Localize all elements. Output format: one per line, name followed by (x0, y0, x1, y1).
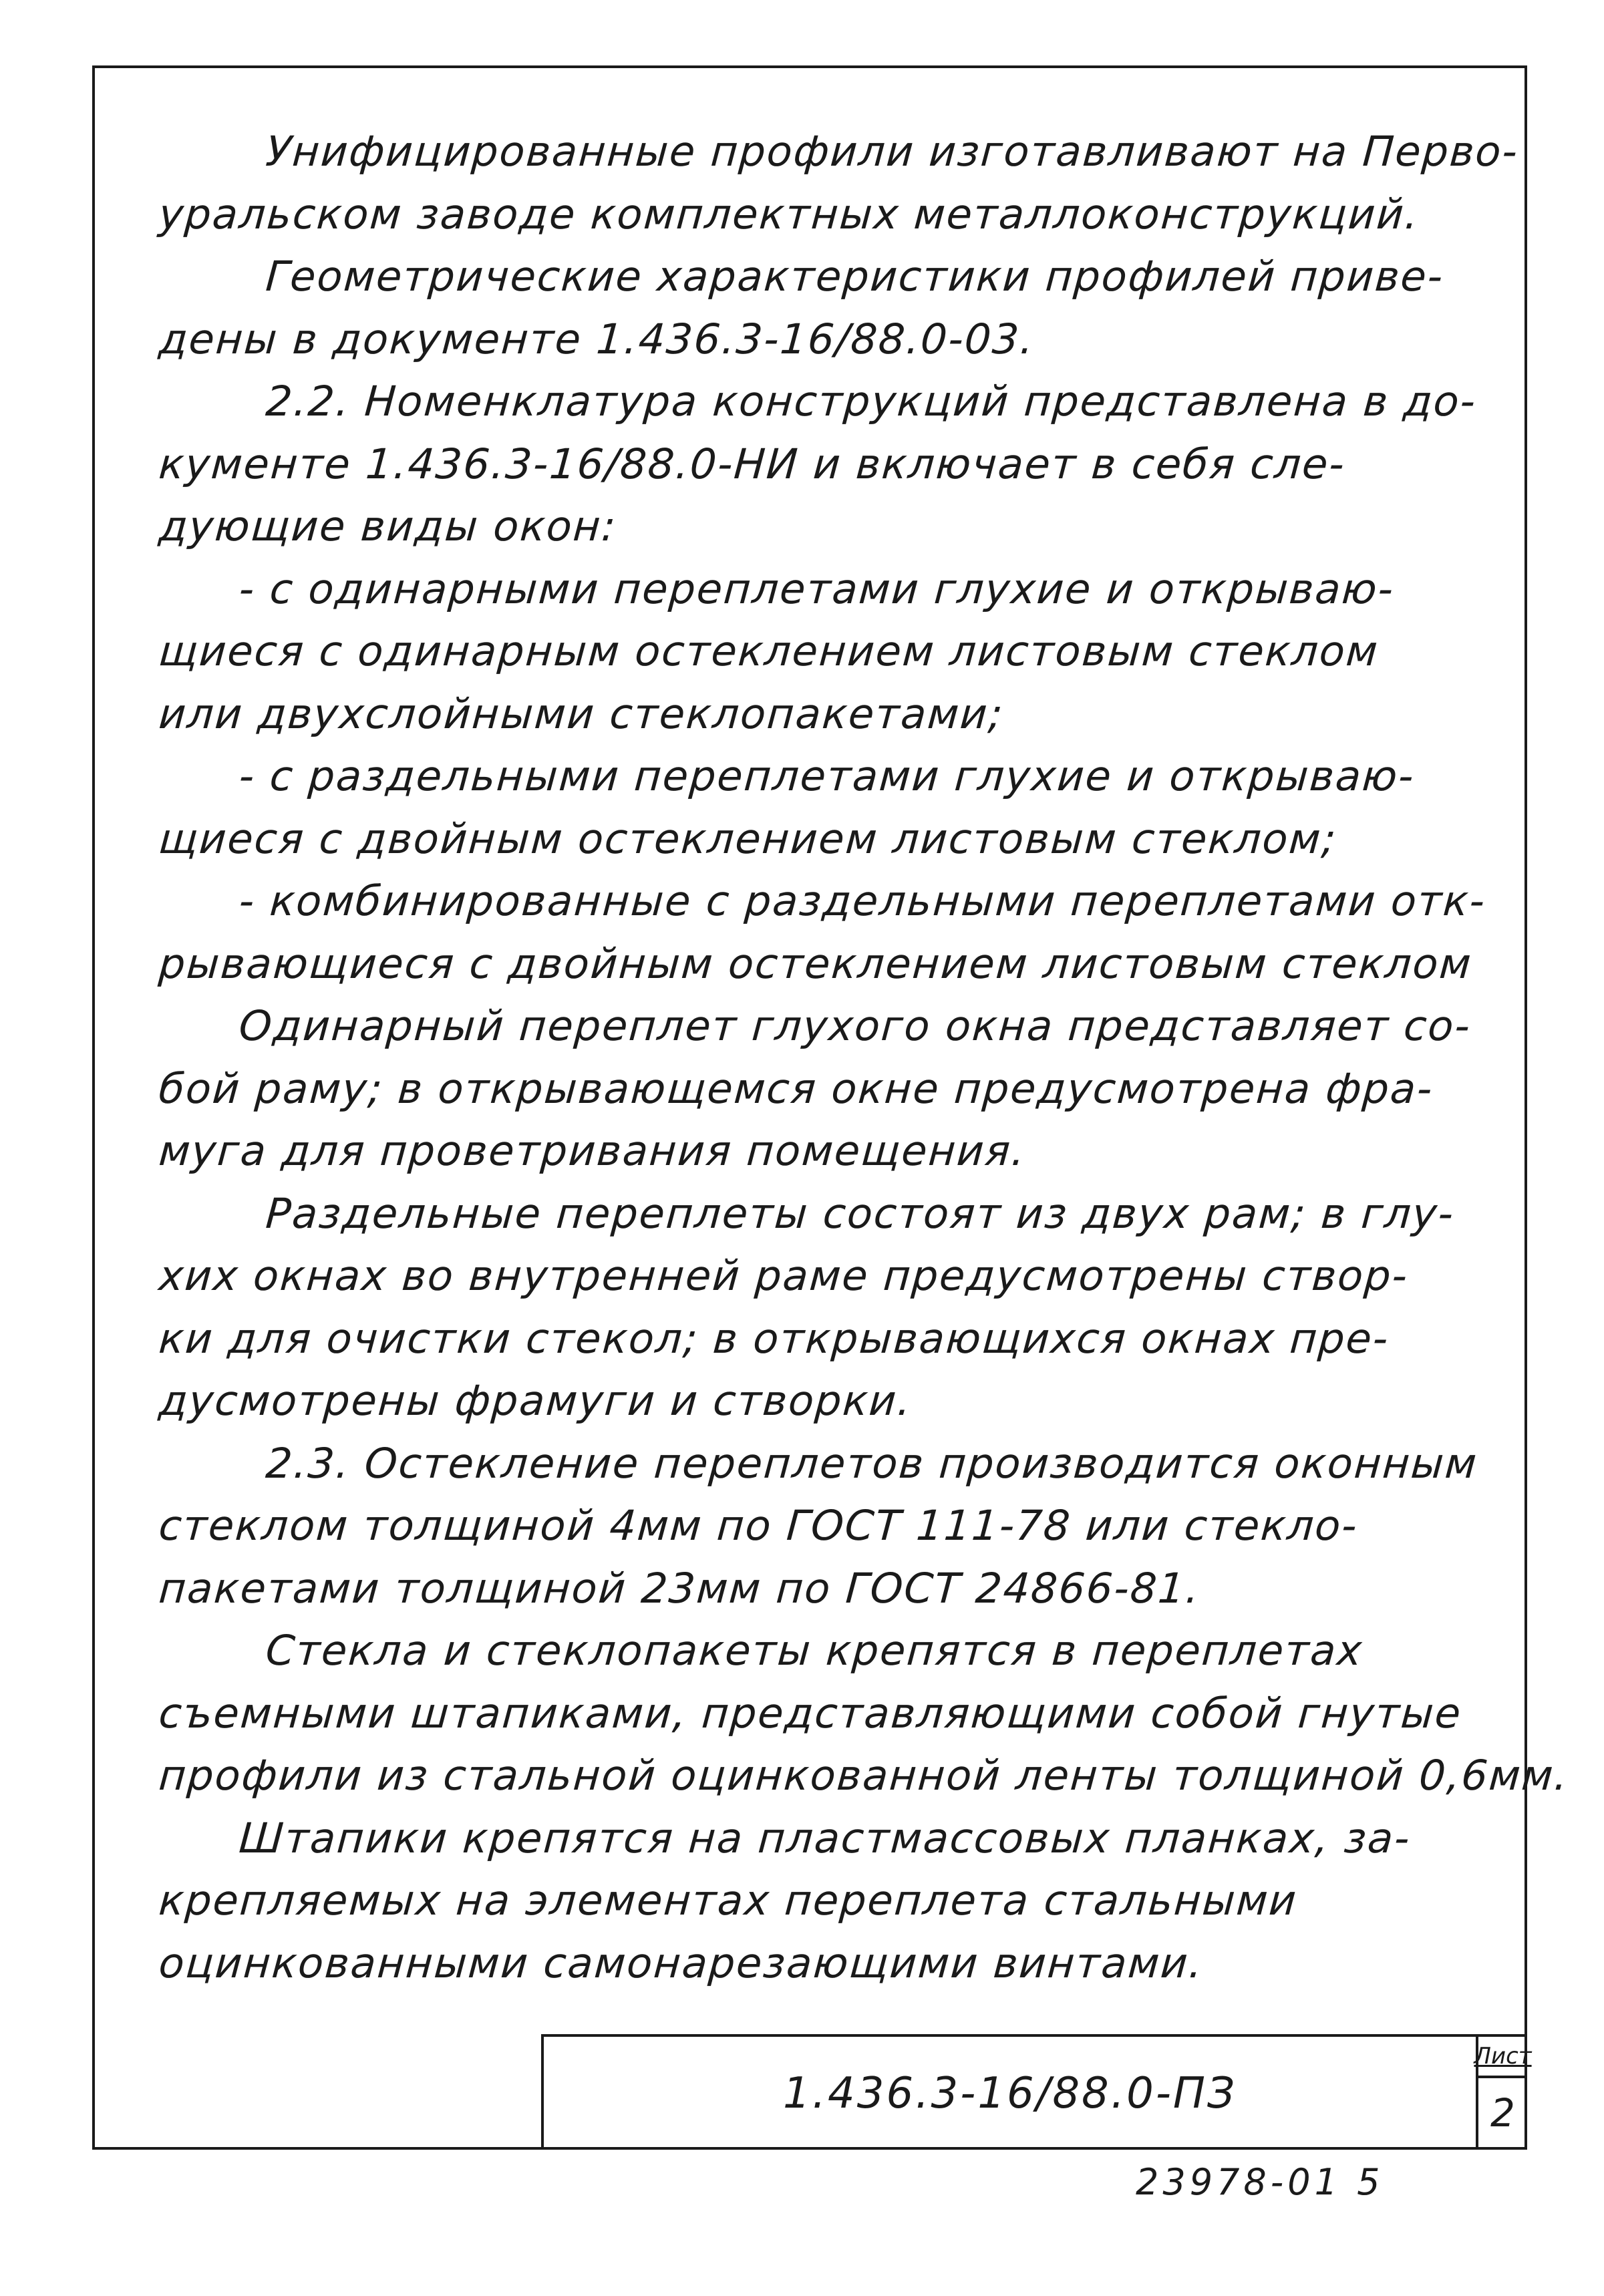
text-line: - с одинарными переплетами глухие и открываю- (237, 564, 1396, 613)
document-code: 1.436.3-16/88.0-ПЗ (782, 2068, 1237, 2118)
text-line: Раздельные переплеты состоят из двух рам; в глу- (264, 1188, 1456, 1238)
text-line: 2.3. Остекление переплетов производится оконным (264, 1438, 1480, 1488)
sheet-cell (1474, 2037, 1532, 2150)
text-line: Стекла и стеклопакеты крепятся в переплетах (264, 1626, 1365, 1675)
sheet-label: Лист (1478, 2037, 1527, 2078)
text-line: уральском заводе комплектных металлоконструкций. (157, 189, 1422, 238)
text-line: Унифицированные профили изготавливают на Перво- (264, 127, 1520, 176)
text-line: ки для очистки стекол; в открывающихся окнах пре- (157, 1313, 1391, 1363)
text-line: дусмотрены фрамуги и створки. (157, 1376, 914, 1425)
text-line: съемными штапиками, представляющими собой гнутые (157, 1688, 1464, 1738)
text-line: дены в документе 1.436.3-16/88.0-03. (157, 314, 1037, 363)
text-line: или двухслойными стеклопакетами; (157, 689, 1006, 738)
text-line: - с раздельными переплетами глухие и открываю- (237, 752, 1417, 800)
text-line: щиеся с двойным остеклением листовым стеклом; (157, 814, 1339, 863)
text-line: Геометрические характеристики профилей приве- (264, 252, 1446, 301)
sheet-number: 2 (1490, 2090, 1515, 2136)
text-line: хих окнах во внутренней раме предусмотрены створ- (157, 1251, 1410, 1300)
text-line: муга для проветривания помещения. (157, 1126, 1028, 1175)
text-line: профили из стальной оцинкованной ленты толщиной 0,6мм. (157, 1751, 1571, 1800)
text-line: оцинкованными самонарезающими винтами. (157, 1938, 1205, 1987)
text-line: Штапики крепятся на пластмассовых планках, за- (237, 1813, 1413, 1862)
text-line: - комбинированные с раздельными переплетами отк- (237, 876, 1488, 925)
text-line: пакетами толщиной 23мм по ГОСТ 24866-81. (157, 1563, 1202, 1613)
archive-number: 23978-01 5 (1136, 2161, 1384, 2203)
text-line: крепляемых на элементах переплета стальными (157, 1876, 1299, 1925)
text-line: кументе 1.436.3-16/88.0-НИ и включает в себя сле- (157, 439, 1347, 488)
text-line: дующие виды окон: (157, 502, 619, 550)
text-line: щиеся с одинарным остеклением листовым стеклом (157, 627, 1381, 675)
title-block (541, 2034, 1532, 2150)
text-line: бой раму; в открывающемся окне предусмотрена фра- (157, 1063, 1436, 1113)
text-line: стеклом толщиной 4мм по ГОСТ 111-78 или стекло- (157, 1501, 1360, 1550)
explanatory-note-text (157, 120, 1571, 1994)
text-line: Одинарный переплет глухого окна представляет со- (237, 1001, 1473, 1050)
text-line: 2.2. Номенклатура конструкций представлена в до- (264, 377, 1478, 426)
text-line: рывающиеся с двойным остеклением листовым стеклом (157, 939, 1474, 988)
